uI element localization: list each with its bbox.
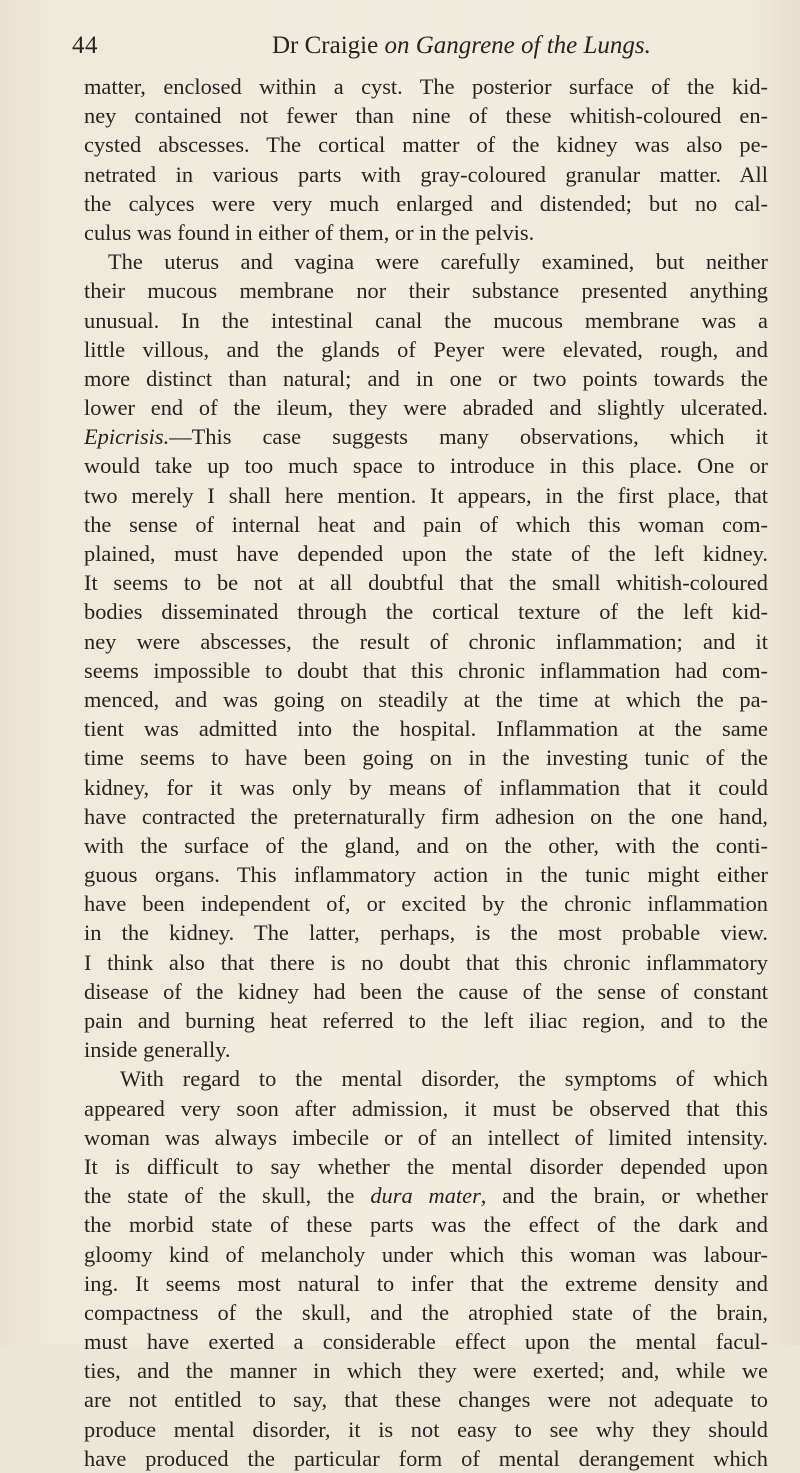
text-line: matter, enclosed within a cyst. The posterior surface of the kid-	[84, 74, 768, 99]
text-line: little villous, and the glands of Peyer were elevated, rough, and	[84, 336, 768, 362]
text-line: disease of the kidney had been the cause of the sense of constant	[84, 978, 768, 1004]
text-line: produce mental disorder, it is not easy to see why they should	[84, 1416, 768, 1442]
dura-mater-term: dura mater	[370, 1183, 481, 1209]
dura-mater-line	[84, 1181, 768, 1210]
text-line: culus was found in either of them, or in the pelvis.	[84, 219, 535, 245]
title-lungs: Lungs.	[577, 32, 651, 59]
text-line: ties, and the manner in which they were exerted; and, while we	[84, 1358, 768, 1384]
dura-after: , and the brain, or whether	[480, 1183, 768, 1209]
title-on: on	[384, 32, 410, 59]
text-line: netrated in various parts with gray-coloured granular matter. All	[84, 161, 768, 187]
text-line: woman was always imbecile or of an intellect of limited intensity.	[84, 1124, 768, 1150]
text-line: I think also that there is no doubt that this chronic inflammatory	[84, 949, 768, 975]
text-line: have contracted the preternaturally firm adhesion on the one hand,	[84, 803, 768, 829]
text-line: cysted abscesses. The cortical matter of the kidney was also pe-	[84, 132, 768, 158]
text-line: in the kidney. The latter, perhaps, is the most probable view.	[84, 920, 768, 946]
text-line: The uterus and vagina were carefully examined, but neither	[108, 249, 768, 275]
title-subject: Gangrene	[409, 32, 522, 59]
epicrisis-line	[84, 422, 768, 451]
text-line: It is difficult to say whether the mental disorder depended upon	[84, 1153, 768, 1179]
text-line: It seems to be not at all doubtful that the small whitish-coloured	[84, 570, 768, 596]
text-line: would take up too much space to introduce in this place. One or	[84, 453, 768, 479]
text-line: kidney, for it was only by means of inflammation that it could	[84, 774, 768, 800]
text-line: are not entitled to say, that these changes were not adequate to	[84, 1387, 768, 1413]
text-line: the morbid state of these parts was the effect of the dark and	[84, 1212, 768, 1238]
running-head	[72, 26, 762, 62]
text-line: two merely I shall here mention. It appears, in the first place, that	[84, 482, 768, 508]
text-line: ney contained not fewer than nine of these whitish-coloured en-	[84, 103, 768, 129]
text-line: must have exerted a considerable effect upon the mental facul-	[84, 1329, 768, 1355]
body-text	[84, 72, 768, 1473]
text-line: with the surface of the gland, and on the other, with the conti-	[84, 832, 768, 858]
text-line: have produced the particular form of mental derangement which	[84, 1445, 768, 1471]
text-line: tient was admitted into the hospital. Inflammation at the same	[84, 716, 768, 742]
text-line: have been independent of, or excited by the chronic inflammation	[84, 891, 768, 917]
text-line: plained, must have depended upon the state of the left kidney.	[84, 541, 768, 566]
text-line: the calyces were very much enlarged and distended; but no cal-	[84, 190, 768, 216]
text-line: more distinct than natural; and in one or two points towards the	[84, 365, 768, 391]
epicrisis-text: —This case suggests many observations, which it	[169, 424, 768, 450]
page-number: 44	[72, 32, 98, 59]
title-author: Dr Craigie	[272, 32, 385, 59]
text-line: the sense of internal heat and pain of which this woman com-	[84, 511, 768, 537]
text-line: ing. It seems most natural to infer that the extreme density and	[84, 1270, 768, 1296]
text-line: menced, and was going on steadily at the time at which the pa-	[84, 686, 768, 712]
title-of: of the	[521, 32, 578, 59]
running-title	[272, 32, 651, 60]
text-line: lower end of the ileum, they were abraded and slightly ulcerated.	[84, 395, 768, 421]
text-line: pain and burning heat referred to the left iliac region, and to the	[84, 1008, 768, 1033]
text-line: seems impossible to doubt that this chronic inflammation had com-	[84, 657, 768, 683]
text-line: gloomy kind of melancholy under which this woman was labour-	[84, 1241, 768, 1267]
text-line: their mucous membrane nor their substance presented anything	[84, 278, 768, 304]
text-line: compactness of the skull, and the atrophied state of the brain,	[84, 1299, 768, 1325]
dura-before: the state of the skull, the	[84, 1183, 371, 1209]
text-line: guous organs. This inflammatory action in the tunic might either	[84, 862, 768, 888]
text-line: bodies disseminated through the cortical texture of the left kid-	[84, 599, 768, 625]
text-line: time seems to have been going on in the investing tunic of the	[84, 745, 768, 771]
text-line: With regard to the mental disorder, the symptoms of which	[120, 1066, 768, 1092]
text-line: appeared very soon after admission, it must be observed that this	[84, 1095, 768, 1121]
text-line: unusual. In the intestinal canal the mucous membrane was a	[84, 307, 768, 333]
epicrisis-heading: Epicrisis.	[84, 424, 170, 450]
text-line: ney were abscesses, the result of chronic inflammation; and it	[84, 628, 768, 654]
text-line: inside generally.	[84, 1037, 231, 1063]
